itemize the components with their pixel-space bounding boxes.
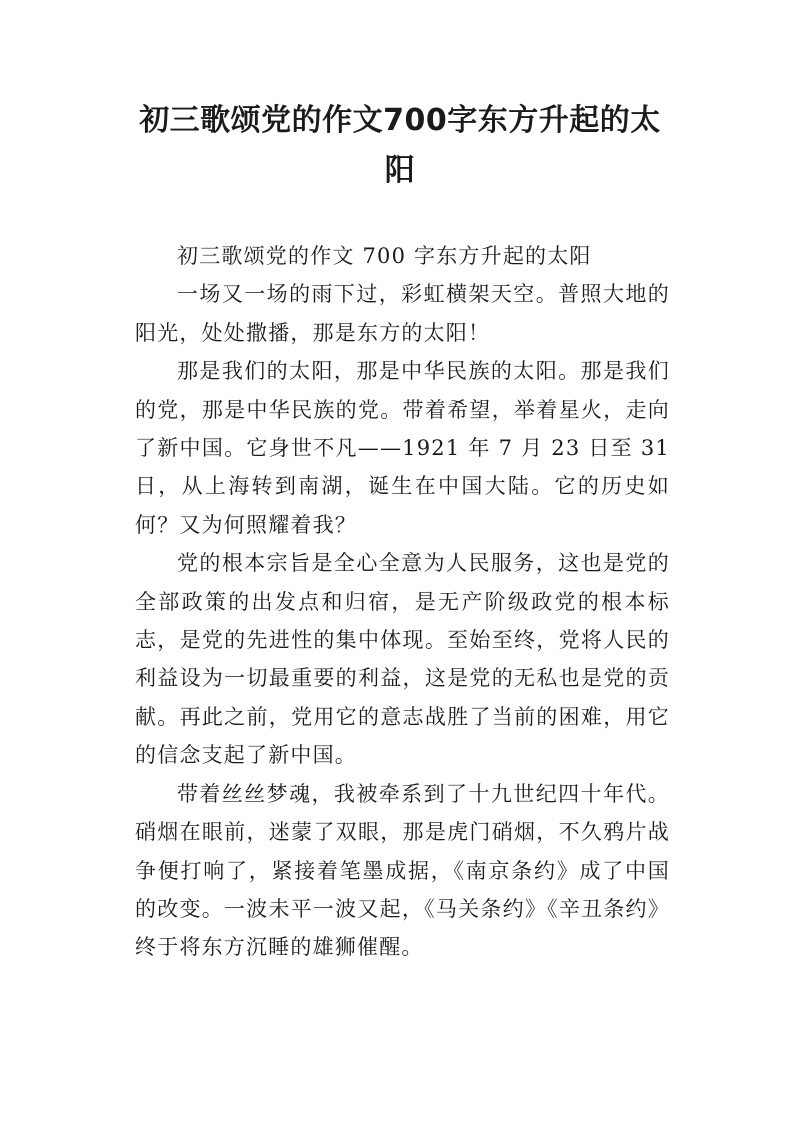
document-title: 初三歌颂党的作文700字东方升起的太阳 [139, 103, 661, 188]
paragraph: 初三歌颂党的作文 700 字东方升起的太阳 [177, 244, 592, 268]
paragraph: 带着丝丝梦魂，我被牵系到了十九世纪四十年代。硝烟在眼前，迷蒙了双眼，那是虎门硝烟，不久鸦片战争便打响了，紧接着笔墨成据，《南京条约》成了中国的改变。一波未平一波又起，《马关条约》《辛丑条约》终于将东方沉睡的雄狮催醒。 [135, 781, 670, 960]
paragraph: 那是我们的太阳，那是中华民族的太阳。那是我们的党，那是中华民族的党。带着希望，举着星火，走向了新中国。它身世不凡——1921 年 7 月 23 日至 31 日，从上海转到南湖，诞生在中国大陆。它的历史如何？又为何照耀着我？ [135, 359, 670, 537]
document-body [135, 237, 670, 967]
paragraph: 党的根本宗旨是全心全意为人民服务，这也是党的全部政策的出发点和归宿，是无产阶级政党的根本标志，是党的先进性的集中体现。至始至终，党将人民的利益设为一切最重要的利益，这是党的无私也是党的贡献。再此之前，党用它的意志战胜了当前的困难，用它的信念支起了新中国。 [135, 551, 670, 768]
paragraph: 一场又一场的雨下过，彩虹横架天空。普照大地的阳光，处处撒播，那是东方的太阳！ [135, 282, 670, 345]
